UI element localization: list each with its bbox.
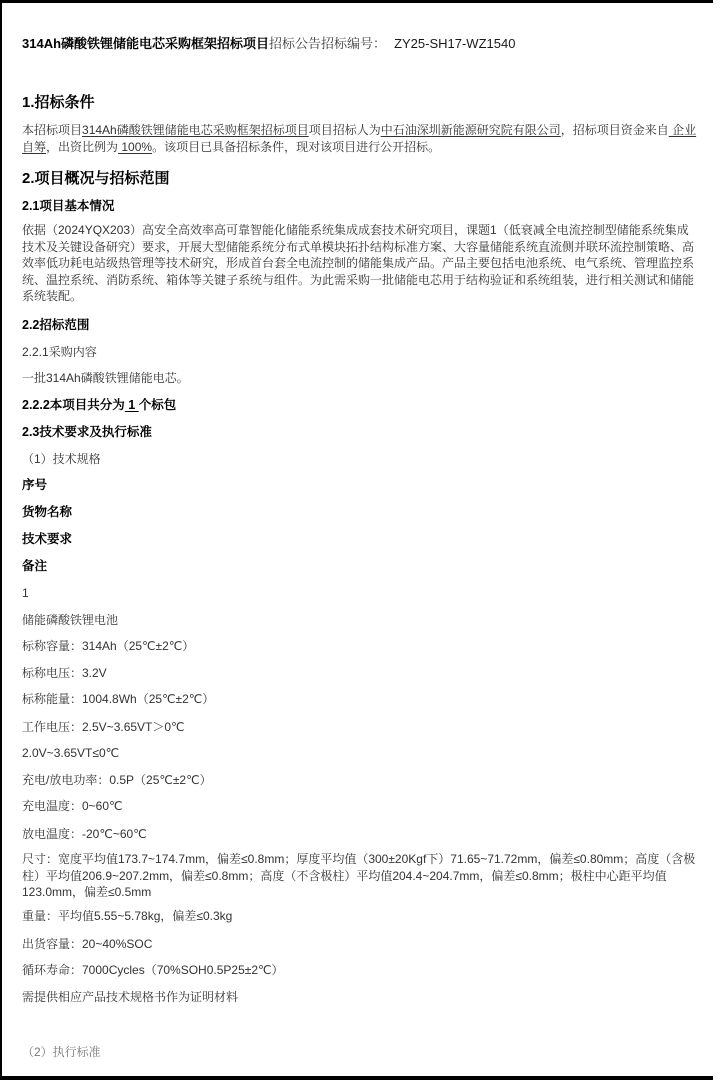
spec-nominal-capacity: 标称容量：314Ah（25℃±2℃） — [22, 639, 195, 653]
table-header-goods-name: 货物名称 — [22, 505, 73, 519]
para1-pre: 本招标项目 — [22, 123, 83, 137]
doc-title-project: 314Ah磷酸铁锂储能电芯采购框架招标项目 — [22, 36, 270, 51]
para1-project-name: 314Ah磷酸铁锂储能电芯采购框架招标项目 — [82, 123, 309, 137]
para1-mid1: 项目招标人为 — [308, 123, 381, 137]
section-heading-2-2: 2.2招标范围 — [22, 318, 90, 332]
doc-title — [22, 35, 698, 53]
spec-label: （1）技术规格 — [22, 452, 101, 466]
spec-nominal-energy: 标称能量：1004.8Wh（25℃±2℃） — [22, 692, 215, 706]
section-heading-2-2-2 — [22, 397, 698, 414]
doc-title-number-label: 招标编号： — [321, 36, 387, 51]
row-number: 1 — [22, 586, 29, 600]
para1-mid3: ，出资比例为 — [46, 139, 119, 154]
spec-working-voltage: 工作电压：2.5V~3.65VT＞0℃ — [22, 720, 185, 734]
page-border-top — [0, 0, 713, 3]
s222-pre: 2.2.2本项目共分为 — [22, 398, 125, 412]
spec-charge-temp: 充电温度：0~60℃ — [22, 799, 123, 813]
page-border-bottom — [0, 1076, 713, 1080]
s222-package-count: 1 — [124, 398, 139, 412]
table-header-tech-req: 技术要求 — [22, 532, 73, 546]
doc-title-notice: 招标公告 — [269, 36, 322, 51]
spec-dimensions: 尺寸：宽度平均值173.7~174.7mm，偏差≤0.8mm；厚度平均值（300±20Kgf下）71.65~71.72mm，偏差≤0.80mm；高度（含极柱）平均值206.9~207.2mm，偏差≤0.8mm；高度（不含极柱）平均值204.4~204.7mm，偏差≤0.8mm；极柱中心距平均值123.0mm，偏差≤0.5mm — [22, 852, 696, 899]
page-border-left — [0, 0, 2, 1080]
table-header-seq: 序号 — [22, 478, 48, 492]
section-heading-2-3: 2.3技术要求及执行标准 — [22, 425, 152, 439]
section-heading-2-1: 2.1项目基本情况 — [22, 199, 115, 213]
para-tender-conditions — [22, 122, 698, 155]
spec-cycle-life: 循环寿命：7000Cycles（70%SOH0.5P25±2℃） — [22, 963, 284, 977]
section-heading-2: 2.项目概况与招标范围 — [22, 170, 170, 187]
table-header-remark: 备注 — [22, 559, 48, 573]
section-heading-1: 1.招标条件 — [22, 94, 95, 111]
spec-shipping-capacity: 出货容量：20~40%SOC — [22, 937, 153, 951]
para1-post: 。该项目已具备招标条件，现对该项目进行公开招标。 — [152, 139, 441, 154]
s222-post: 个标包 — [138, 398, 177, 412]
procurement-content: 一批314Ah磷酸铁锂储能电芯。 — [22, 371, 189, 385]
spec-proof-material: 需提供相应产品技术规格书作为证明材料 — [22, 990, 239, 1004]
para1-bidder-name: 中石油深圳新能源研究院有限公司 — [380, 123, 561, 137]
para-project-overview: 依据（2024YQX203）高安全高效率高可靠智能化储能系统集成成套技术研究项目，课题1（低衰减全电流控制型储能系统集成技术及关键设备研究）要求，开展大型储能系统分布式单模块拓扑结构标准方案、大容量储能系统直流侧并联环流控制策略、高效率低功耗电站级热管理等技术研究，形成首台套全电流控制的储能集成产品。产品主要包括电池系统、电气系统、管理监控系统、温控系统、消防系统、箱体等关键子系统与组件。为此需采购一批储能电芯用于结构验证和系统组装，进行相关测试和储能系统装配。 — [22, 223, 695, 303]
doc-title-number: ZY25-SH17-WZ1540 — [394, 36, 516, 51]
para1-mid2: ，招标项目资金来自 — [560, 123, 669, 137]
spec-nominal-voltage: 标称电压：3.2V — [22, 666, 107, 680]
clipped-line-execution-standard: （2）执行标准 — [22, 1045, 101, 1059]
spec-working-voltage-low-temp: 2.0V~3.65VT≤0℃ — [22, 746, 120, 760]
spec-weight: 重量：平均值5.55~5.78kg，偏差≤0.3kg — [22, 909, 233, 923]
spec-charge-discharge-power: 充电/放电功率：0.5P（25℃±2℃） — [22, 773, 212, 787]
section-heading-2-2-1: 2.2.1采购内容 — [22, 345, 97, 359]
para1-fund-source: 企业自筹 — [22, 123, 697, 154]
spec-discharge-temp: 放电温度：-20℃~60℃ — [22, 827, 147, 841]
para1-fund-ratio: 100% — [118, 139, 153, 154]
product-name: 储能磷酸铁锂电池 — [22, 613, 119, 627]
